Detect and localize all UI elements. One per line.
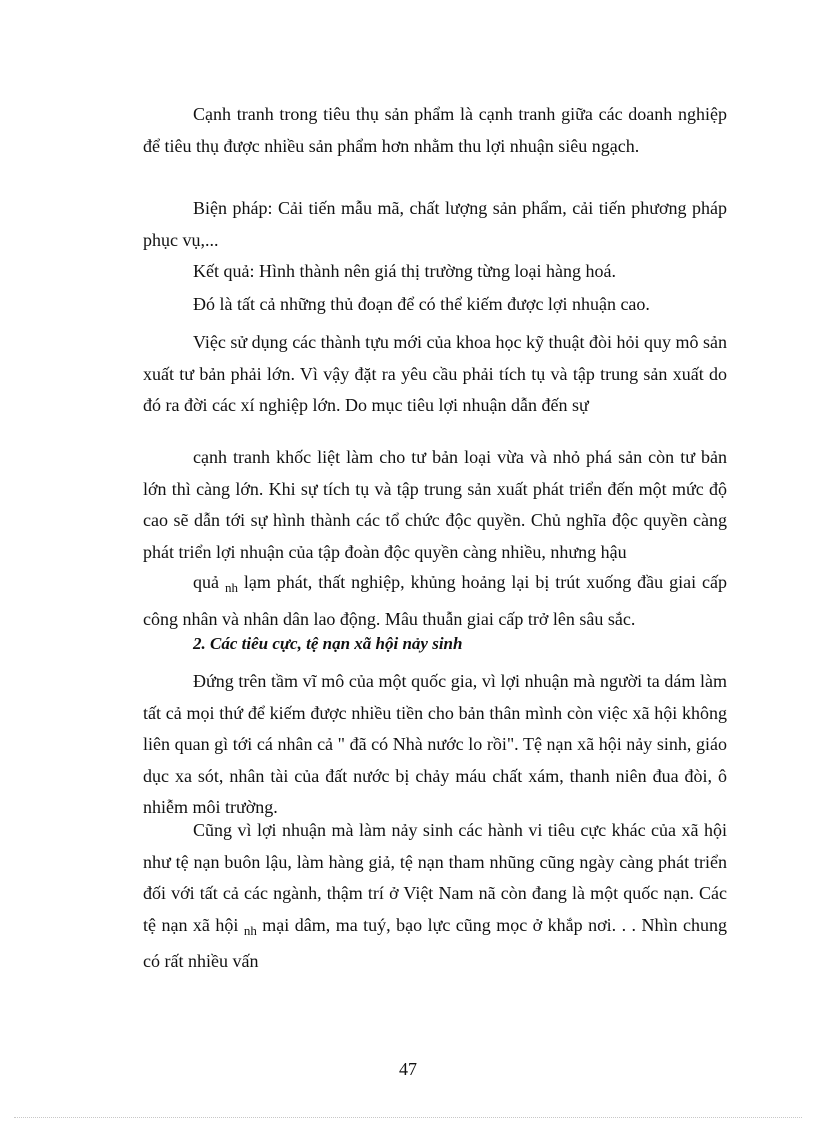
paragraph-results: Kết quả: Hình thành nên giá thị trường từng loại hàng hoá. [193, 261, 616, 281]
paragraph-competition: Cạnh tranh trong tiêu thụ sản phẩm là cạnh tranh giữa các doanh nghiệp để tiêu thụ được nhiều sản phẩm hơn nhằm thu lợi nhuận siêu ngạch. [143, 104, 727, 156]
paragraph-measures: Biện pháp: Cải tiến mẫu mã, chất lượng sản phẩm, cải tiến phương pháp phục vụ,... [143, 198, 727, 250]
paragraph-consequences [143, 567, 727, 635]
negatives-text-end: mại dâm, ma tuý, bạo lực cũng mọc ở khắp nơi. . . Nhìn chung có rất nhiều vấn [143, 914, 727, 971]
section-heading: 2. Các tiêu cực, tệ nạn xã hội nảy sinh [193, 634, 463, 653]
consequences-text-end: lạm phát, thất nghiệp, khủng hoảng lại bị trút xuống đầu giai cấp công nhân và nhân dân lao động. Mâu thuẫn giai cấp trở lên sâu sắc. [143, 572, 727, 629]
paragraph-macro: Đứng trên tầm vĩ mô của một quốc gia, vì lợi nhuận mà người ta dám làm tất cả mọi thứ để kiếm được nhiều tiền cho bản thân mình còn việc xã hội không liên quan gì tới cá nhân cả " đã có Nhà nước lo rồi". Tệ nạn xã hội nảy sinh, giáo dục xa sót, nhân tài của đất nước bị chảy máu chất xám, thanh niên đua đòi, ô nhiễm môi trường. [143, 671, 727, 817]
consequences-fragment: nh [224, 580, 238, 595]
negatives-text-start: Cũng vì lợi nhuận mà làm nảy sinh các hành vi tiêu cực khác của xã hội như tệ nạn buôn lậu, làm hàng giả, tệ nạn tham nhũng cũng ngày càng phát triển đối với tất cả các ngành, thậm trí ở Việt Nam nã còn đang là một quốc nạn. Các tệ nạn xã hội [143, 820, 727, 935]
consequences-text-start: quả [193, 572, 225, 592]
paragraph-technology: Việc sử dụng các thành tựu mới của khoa học kỹ thuật đòi hỏi quy mô sản xuất tư bản phải lớn. Vì vậy đặt ra yêu cầu phải tích tụ và tập trung sản xuất do đó ra đời các xí nghiệp lớn. Do mục tiêu lợi nhuận dẫn đến sự [143, 332, 727, 415]
page-bottom-divider [14, 1117, 802, 1118]
page-number: 47 [399, 1059, 417, 1079]
negatives-fragment: nh [243, 922, 257, 938]
paragraph-tactics: Đó là tất cả những thủ đoạn để có thể kiếm được lợi nhuận cao. [193, 294, 650, 314]
paragraph-concentration: cạnh tranh khốc liệt làm cho tư bản loại vừa và nhỏ phá sản còn tư bản lớn thì càng lớn. Khi sự tích tụ và tập trung sản xuất phát triển đến một mức độ cao sẽ dẫn tới sự hình thành các tổ chức độc quyền. Chủ nghĩa độc quyền càng phát triển lợi nhuận của tập đoàn độc quyền càng nhiều, nhưng hậu [143, 447, 727, 562]
paragraph-negatives [143, 815, 727, 978]
